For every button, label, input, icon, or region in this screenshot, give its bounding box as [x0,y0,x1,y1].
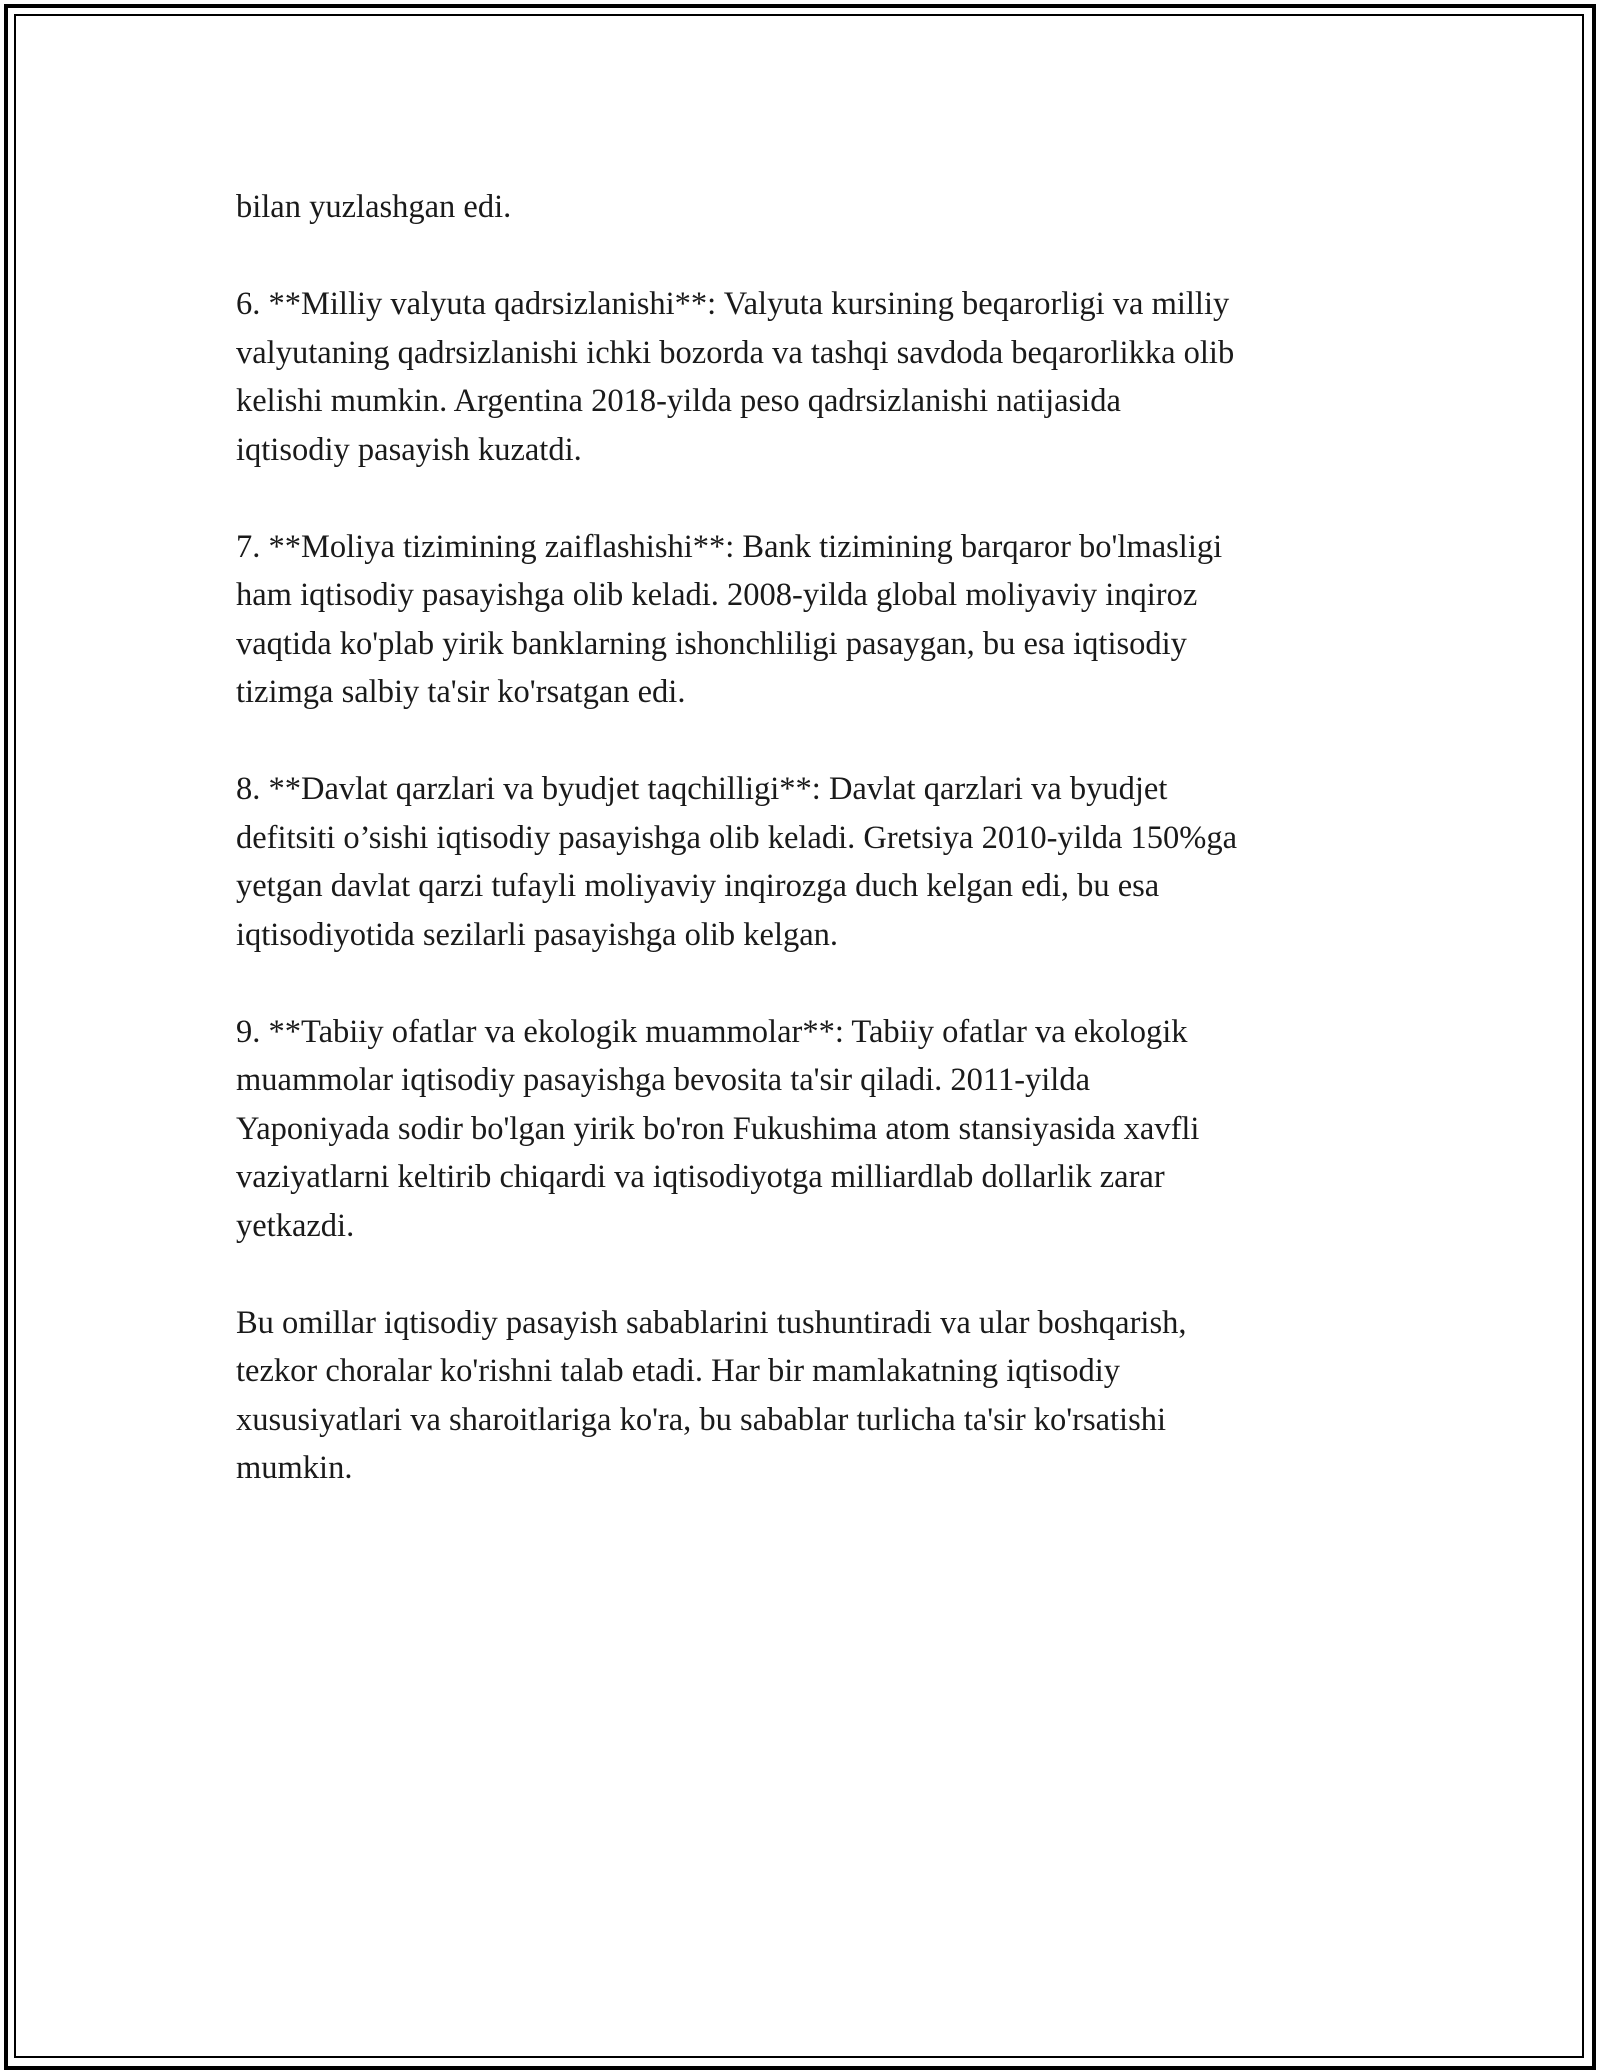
paragraph-item-6 [236,280,1376,474]
paragraph-item-8 [236,765,1376,959]
text-line: bilan yuzlashgan edi. [236,189,512,225]
text-line: kelishi mumkin. Argentina 2018-yilda peso qadrsizlanishi natijasida [236,383,1121,419]
text-line: mumkin. [236,1450,353,1486]
document-body [236,183,1376,1541]
text-line: vaqtida ko'plab yirik banklarning ishonchliligi pasaygan, bu esa iqtisodiy [236,625,1187,662]
text-line: tizimga salbiy ta'sir ko'rsatgan edi. [236,674,686,710]
paragraph-continuation [236,183,1376,232]
text-line: 9. **Tabiiy ofatlar va ekologik muammolar**: Tabiiy ofatlar va ekologik [236,1013,1188,1050]
text-line: iqtisodiyotida sezilarli pasayishga olib kelgan. [236,916,839,953]
text-line: Bu omillar iqtisodiy pasayish sabablarini tushuntiradi va ular boshqarish, [236,1304,1187,1341]
text-line: 6. **Milliy valyuta qadrsizlanishi**: Valyuta kursining beqarorligi va milliy [236,286,1230,322]
text-line: xususiyatlari va sharoitlariga ko'ra, bu sabablar turlicha ta'sir ko'rsatishi [236,1401,1167,1438]
text-line: yetkazdi. [236,1207,355,1244]
text-line: 8. **Davlat qarzlari va byudjet taqchilligi**: Davlat qarzlari va byudjet [236,771,1168,807]
text-line: defitsiti o’sishi iqtisodiy pasayishga olib keladi. Gretsiya 2010-yilda 150%ga [236,819,1238,856]
paragraph-conclusion [236,1299,1376,1493]
paragraph-item-7 [236,523,1376,717]
text-line: valyutaning qadrsizlanishi ichki bozorda va tashqi savdoda beqarorlikka olib [236,334,1235,371]
text-line: yetgan davlat qarzi tufayli moliyaviy inqirozga duch kelgan edi, bu esa [236,868,1160,904]
text-line: muammolar iqtisodiy pasayishga bevosita ta'sir qiladi. 2011-yilda [236,1062,1091,1098]
text-line: tezkor choralar ko'rishni talab etadi. Har bir mamlakatning iqtisodiy [236,1353,1120,1389]
text-line: 7. **Moliya tizimining zaiflashishi**: Bank tizimining barqaror bo'lmasligi [236,528,1223,565]
text-line: Yaponiyada sodir bo'lgan yirik bo'ron Fukushima atom stansiyasida xavfli [236,1110,1200,1147]
text-line: vaziyatlarni keltirib chiqardi va iqtisodiyotga milliardlab dollarlik zarar [236,1159,1165,1195]
text-line: ham iqtisodiy pasayishga olib keladi. 2008-yilda global moliyaviy inqiroz [236,577,1198,613]
paragraph-item-9 [236,1008,1376,1251]
text-line: iqtisodiy pasayish kuzatdi. [236,431,582,468]
